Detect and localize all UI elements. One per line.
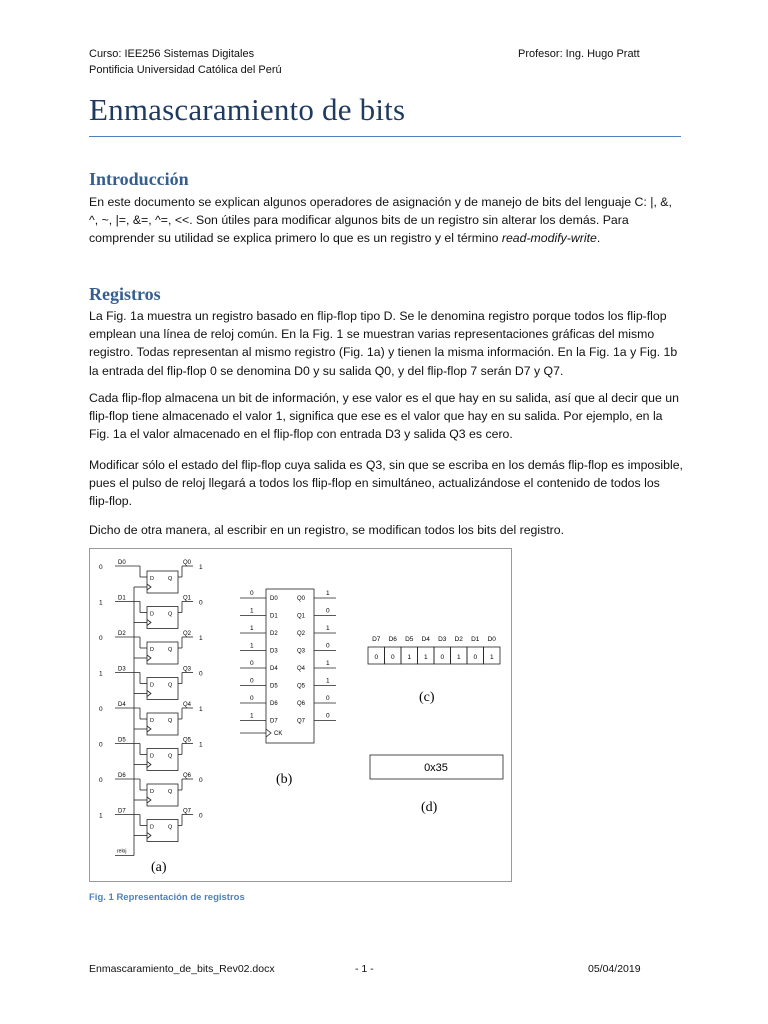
ff-input-value: 0 xyxy=(99,635,103,642)
bit-value: 0 xyxy=(374,654,379,661)
ff-d-label: D4 xyxy=(118,702,126,708)
course-name: Curso: IEE256 Sistemas Digitales xyxy=(89,48,255,60)
bit-value: 0 xyxy=(440,654,445,661)
register-input-value: 0 xyxy=(250,695,254,702)
ff-input-value: 0 xyxy=(99,564,103,571)
ff-d-label: D2 xyxy=(118,631,126,637)
registros-paragraph-1: La Fig. 1a muestra un registro basado en flip-flop tipo D. Se le denomina registro porque todos los flip-flop emplean una línea de reloj común. En la Fig. 1 se muestran varias representaciones gráficas del mismo registro. Todas representan al mismo registro (Fig. 1a) y tienen la misma información. En la Fig. 1a y Fig. 1b la entrada del flip-flop 0 se denomina D0 y su salida Q0, y del flip-flop 7 serán D7 y Q7. xyxy=(89,309,678,378)
ff-output-value: 0 xyxy=(199,812,203,820)
ff-clock-triangle xyxy=(147,726,151,732)
intro-text-end: . xyxy=(596,231,601,246)
register-input-value: 0 xyxy=(250,660,254,667)
register-pin-d: D2 xyxy=(270,631,278,637)
figure-a-label: (a) xyxy=(151,860,167,875)
register-input-value: 0 xyxy=(250,590,254,597)
hex-value: 0x35 xyxy=(424,762,448,774)
register-pin-d: D0 xyxy=(270,596,278,602)
register-pin-q: Q6 xyxy=(297,701,306,707)
bit-header: D5 xyxy=(405,636,414,643)
ff-pin-q: Q xyxy=(168,789,173,795)
figure-b-register-block xyxy=(240,589,336,787)
bit-header: D0 xyxy=(487,636,496,643)
page-title: Enmascaramiento de bits xyxy=(89,92,406,127)
title-divider xyxy=(89,136,681,137)
figure-diagram xyxy=(90,549,511,881)
bit-header: D1 xyxy=(471,636,480,643)
ff-output-value: 1 xyxy=(199,706,203,713)
footer-page-number: - 1 - xyxy=(355,963,374,975)
register-pin-q: Q7 xyxy=(297,718,306,725)
ff-clock-triangle xyxy=(147,655,151,661)
footer-date: 05/04/2019 xyxy=(588,963,641,975)
register-pin-q: Q5 xyxy=(297,683,306,690)
register-clock-pin: CK xyxy=(274,731,283,737)
ff-input-value: 1 xyxy=(99,599,103,607)
ff-output-value: 1 xyxy=(199,741,203,749)
intro-italic-term: read-modify-write xyxy=(501,231,597,246)
ff-clock-triangle xyxy=(147,762,151,768)
register-pin-d: D3 xyxy=(270,648,278,655)
ff-pin-d: D xyxy=(150,576,154,582)
ff-output-value: 0 xyxy=(199,670,203,678)
register-input-value: 1 xyxy=(250,607,254,615)
figure-register-representations xyxy=(89,548,512,882)
ff-output-value: 0 xyxy=(199,777,203,784)
ff-clock-triangle xyxy=(147,833,151,839)
figure-d-label: (d) xyxy=(421,800,438,815)
figure-b-label: (b) xyxy=(276,772,293,787)
figure-a-flipflop-chain xyxy=(99,560,203,875)
flipflop-box xyxy=(147,784,178,806)
ff-clock-triangle xyxy=(147,691,151,697)
register-pin-d: D7 xyxy=(270,718,278,725)
bit-header: D6 xyxy=(388,636,397,643)
ff-pin-d: D xyxy=(150,611,154,618)
register-output-value: 1 xyxy=(326,625,330,632)
register-output-value: 0 xyxy=(326,607,330,615)
register-pin-q: Q1 xyxy=(297,613,306,620)
ff-input-value: 0 xyxy=(99,706,103,713)
ff-clock-triangle xyxy=(147,620,151,626)
ff-pin-d: D xyxy=(150,682,154,689)
register-input-value: 1 xyxy=(250,625,254,632)
intro-text: En este documento se explican algunos operadores de asignación y de manejo de bits del lenguaje C: |, &, ^, ~, |=, &=, ^=, <<. Son útiles para modificar algunos bits de un registro sin alterar los demás. Para comprender su utilidad se explica primero lo que es un registro y el término xyxy=(89,195,672,246)
heading-introduccion: Introducción xyxy=(89,169,189,189)
page-header-left xyxy=(89,46,282,78)
bit-value: 0 xyxy=(473,654,478,661)
bit-value: 1 xyxy=(423,654,428,661)
register-pin-d: D5 xyxy=(270,683,278,690)
register-output-value: 0 xyxy=(326,642,330,650)
registros-paragraph-3: Modificar sólo el estado del flip-flop cuya salida es Q3, sin que se escriba en los demás flip-flop es imposible, pues el pulso de reloj llegará a todos los flip-flop en simultáneo, actualizándose el contenido de todos los flip-flop. xyxy=(89,458,683,509)
bit-header: D2 xyxy=(454,636,463,643)
university-name: Pontificia Universidad Católica del Perú xyxy=(89,64,282,76)
flipflop-box xyxy=(147,571,178,593)
register-input-value: 1 xyxy=(250,642,254,650)
ff-d-label: D1 xyxy=(118,595,126,602)
ff-pin-q: Q xyxy=(168,753,173,760)
register-pin-d: D1 xyxy=(270,613,278,620)
ff-q-label: Q4 xyxy=(183,702,192,708)
ff-d-label: D7 xyxy=(118,808,126,815)
ff-q-label: Q0 xyxy=(183,560,192,566)
ff-pin-q: Q xyxy=(168,576,173,582)
ff-pin-q: Q xyxy=(168,682,173,689)
register-input-value: 0 xyxy=(250,677,254,685)
ff-pin-d: D xyxy=(150,824,154,831)
figure-caption: Fig. 1 Representación de registros xyxy=(89,892,245,903)
footer-filename: Enmascaramiento_de_bits_Rev02.docx xyxy=(89,963,275,975)
ff-q-label: Q6 xyxy=(183,773,192,779)
ff-output-value: 0 xyxy=(199,599,203,607)
flipflop-box xyxy=(147,820,178,842)
ff-d-label: D5 xyxy=(118,737,126,744)
register-clock-triangle xyxy=(266,729,271,737)
ff-output-value: 1 xyxy=(199,564,203,571)
register-pin-d: D6 xyxy=(270,701,278,707)
ff-input-value: 1 xyxy=(99,812,103,820)
ff-d-label: D6 xyxy=(118,773,126,779)
clock-label: reloj xyxy=(117,848,127,855)
register-input-value: 1 xyxy=(250,712,254,720)
figure-c-bit-table xyxy=(368,636,500,705)
professor-name: Profesor: Ing. Hugo Pratt xyxy=(518,48,640,60)
ff-pin-q: Q xyxy=(168,611,173,618)
register-pin-q: Q0 xyxy=(297,596,306,602)
register-output-value: 1 xyxy=(326,590,330,597)
register-output-value: 1 xyxy=(326,677,330,685)
ff-input-value: 0 xyxy=(99,777,103,784)
flipflop-box xyxy=(147,642,178,664)
bit-value: 1 xyxy=(407,654,412,661)
flipflop-box xyxy=(147,713,178,735)
figure-d-hex-value xyxy=(370,755,503,815)
ff-pin-q: Q xyxy=(168,718,173,724)
ff-d-label: D3 xyxy=(118,666,126,673)
ff-q-label: Q7 xyxy=(183,808,192,815)
registros-paragraph-2: Cada flip-flop almacena un bit de información, y ese valor es el que hay en su salida, así que al decir que un flip-flop tiene almacenado el valor 1, significa que ese es el valor que hay en su salida. Por ejemplo, en la Fig. 1a el valor almacenado en el flip-flop con entrada D3 y salida Q3 es cero. xyxy=(89,391,679,442)
ff-pin-d: D xyxy=(150,718,154,724)
ff-input-value: 1 xyxy=(99,670,103,678)
ff-q-label: Q5 xyxy=(183,737,192,744)
ff-q-label: Q3 xyxy=(183,666,192,673)
ff-output-value: 1 xyxy=(199,635,203,642)
register-pin-q: Q2 xyxy=(297,631,306,637)
figure-c-label: (c) xyxy=(419,690,435,705)
ff-pin-d: D xyxy=(150,647,154,653)
register-output-value: 0 xyxy=(326,695,330,702)
ff-clock-triangle xyxy=(147,797,151,803)
bit-header: D3 xyxy=(438,636,447,643)
ff-pin-d: D xyxy=(150,789,154,795)
flipflop-box xyxy=(147,607,178,629)
bit-value: 0 xyxy=(390,654,395,661)
flipflop-box xyxy=(147,678,178,700)
heading-registros: Registros xyxy=(89,284,161,304)
registros-paragraph-4: Dicho de otra manera, al escribir en un registro, se modifican todos los bits del registro. xyxy=(89,523,565,537)
register-pin-d: D4 xyxy=(270,666,278,672)
ff-pin-d: D xyxy=(150,753,154,760)
ff-input-value: 0 xyxy=(99,741,103,749)
register-output-value: 1 xyxy=(326,660,330,667)
bit-header: D7 xyxy=(372,636,381,643)
register-output-value: 0 xyxy=(326,712,330,720)
ff-pin-q: Q xyxy=(168,647,173,653)
bit-header: D4 xyxy=(421,636,430,643)
register-pin-q: Q4 xyxy=(297,666,306,672)
bit-value: 1 xyxy=(489,654,494,661)
flipflop-box xyxy=(147,749,178,771)
intro-paragraph xyxy=(89,193,683,248)
register-pin-q: Q3 xyxy=(297,648,306,655)
bit-value: 1 xyxy=(456,654,461,661)
ff-q-label: Q2 xyxy=(183,631,192,637)
ff-clock-triangle xyxy=(147,584,151,590)
ff-q-label: Q1 xyxy=(183,595,192,602)
ff-d-label: D0 xyxy=(118,560,126,566)
ff-pin-q: Q xyxy=(168,824,173,831)
